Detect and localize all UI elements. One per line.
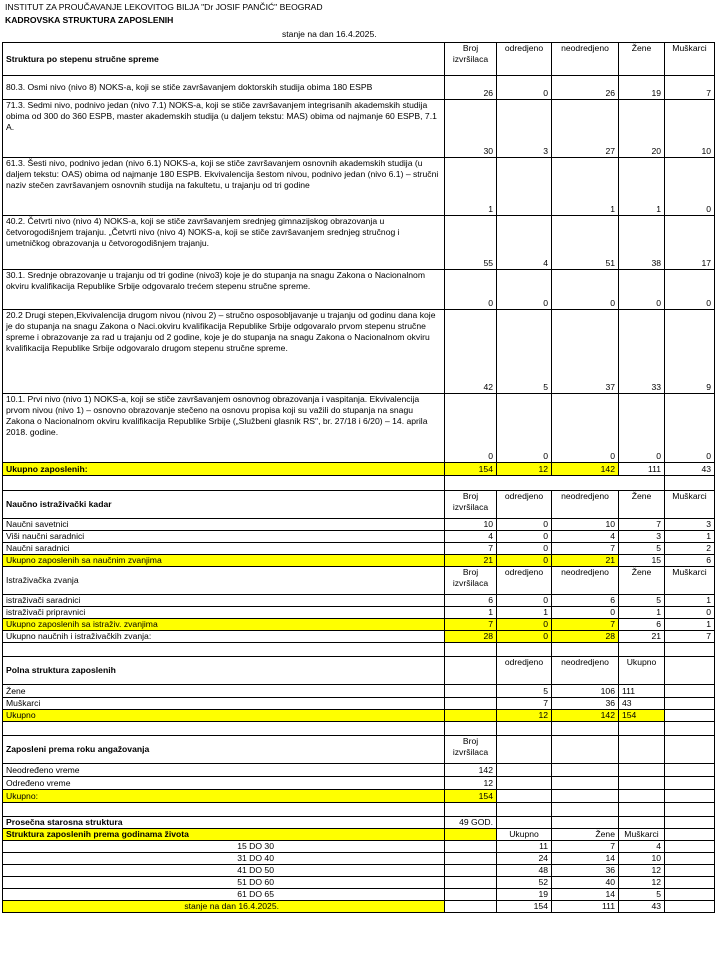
section6-header	[3, 829, 715, 841]
cell: 12	[619, 865, 665, 877]
row-label: 20.2 Drugi stepen,Ekvivalencija drugom nivou (nivou 2) – stručno osposobljavanje u trajanju od godinu dana koje je do stupanja na snagu Zakona o Naci.okviru kvalifikacija Republike Srbije odgovaralo prvom stepenu stručne spreme i obrazovanje za rad u trajanju od 2 godine, koje je do stupanja na snagu Zakona o Nacionalnom okviru kvalifikacija Republike Srbije odgovaralo drugom stepenu stručne spreme.	[3, 310, 445, 394]
cell: 1	[552, 158, 619, 216]
table-row	[3, 889, 715, 901]
report-date: stanje na dan 16.4.2025.	[282, 29, 377, 39]
cell: 3	[619, 531, 665, 543]
avg-age-row	[3, 817, 715, 829]
table-row	[3, 531, 715, 543]
section1-header	[3, 43, 715, 76]
cell: 7	[552, 841, 619, 853]
row-label: 40.2. Četvrti nivo (nivo 4) NOKS-a, koji se stiče završavanjem srednjeg gimnazijskog obrazovanja u četvorogodišnjem trajanju. „Četvrti nivo (nivo 4) NOKS-a, koji se stiče završavanjem srednjeg stručnog i umetničkog obrazovanja u četvorogodišnjem trajanju.	[3, 216, 445, 270]
cell: 30	[445, 100, 497, 158]
total-label: Ukupno:	[3, 790, 445, 803]
cell: 7	[665, 631, 715, 643]
cell: 10	[445, 519, 497, 531]
row-label: Muškarci	[3, 698, 445, 710]
col-header: Broj izvršilaca	[445, 567, 497, 595]
cell	[497, 158, 552, 216]
cell: 7	[497, 698, 552, 710]
cell: 7	[552, 619, 619, 631]
cell: 0	[497, 270, 552, 310]
total-row	[3, 555, 715, 567]
total-label: Ukupno zaposlenih sa istraživ. zvanjima	[3, 619, 445, 631]
cell: 154	[445, 790, 497, 803]
cell: 154	[445, 463, 497, 476]
cell: 5	[619, 543, 665, 555]
cell: 7	[445, 543, 497, 555]
cell: 10	[552, 519, 619, 531]
cell: 55	[445, 216, 497, 270]
table-row	[3, 698, 715, 710]
table-row	[3, 853, 715, 865]
cell: 0	[497, 519, 552, 531]
section6-title: Struktura zaposlenih prema godinama života	[3, 829, 445, 841]
section5-header	[3, 736, 715, 764]
row-label: Neodređeno vreme	[3, 764, 445, 777]
cell: 0	[665, 394, 715, 463]
row-label: 30.1. Srednje obrazovanje u trajanju od tri godine (nivo3) koje je do stupanja na snagu Zakona o Nacionalnom okviru kvalifikacija Republike Srbije odgovaralo trećem stepenu stručne spreme.	[3, 270, 445, 310]
cell: 1	[619, 158, 665, 216]
cell: 1	[619, 607, 665, 619]
cell: 142	[445, 764, 497, 777]
cell: 12	[497, 463, 552, 476]
cell: 19	[497, 889, 552, 901]
cell: 6	[445, 595, 497, 607]
cell: 6	[552, 595, 619, 607]
section3-header	[3, 567, 715, 595]
cell: 12	[497, 710, 552, 722]
cell: 15	[619, 555, 665, 567]
cell: 33	[619, 310, 665, 394]
row-label: Određeno vreme	[3, 777, 445, 790]
cell: 1	[665, 619, 715, 631]
col-header: Žene	[619, 491, 665, 519]
row-label: Naučni savetnici	[3, 519, 445, 531]
cell: 43	[665, 463, 715, 476]
cell: 28	[552, 631, 619, 643]
col-header: neodredjeno	[552, 567, 619, 595]
table-row	[3, 270, 715, 310]
cell: 12	[445, 777, 497, 790]
cell: 21	[552, 555, 619, 567]
cell: 28	[445, 631, 497, 643]
cell: 0	[497, 76, 552, 100]
table-row	[3, 543, 715, 555]
cell: 24	[497, 853, 552, 865]
institution-title: INSTITUT ZA PROUČAVANJE LEKOVITOG BILJA "Dr JOSIF PANČIĆ" BEOGRAD	[5, 2, 323, 12]
col-header: Žene	[552, 829, 619, 841]
cell: 7	[619, 519, 665, 531]
grand-total-label: Ukupno naučnih i istraživačkih zvanja:	[3, 631, 445, 643]
col-header: neodredjeno	[552, 43, 619, 76]
row-label: 51 DO 60	[3, 877, 445, 889]
cell: 36	[552, 865, 619, 877]
cell: 4	[619, 841, 665, 853]
avg-age-label: Prosečna starosna struktura	[3, 817, 445, 829]
cell: 7	[445, 619, 497, 631]
col-header: neodredjeno	[552, 657, 619, 685]
section4-title: Polna struktura zaposlenih	[3, 657, 445, 685]
row-label: 31 DO 40	[3, 853, 445, 865]
cell: 14	[552, 853, 619, 865]
cell: 0	[497, 595, 552, 607]
table-row	[3, 877, 715, 889]
avg-age-value: 49 GOD.	[445, 817, 497, 829]
cell: 37	[552, 310, 619, 394]
cell: 1	[665, 531, 715, 543]
table-row	[3, 841, 715, 853]
cell: 7	[665, 76, 715, 100]
row-label: 61.3. Šesti nivo, podnivo jedan (nivo 6.1) NOKS-a, koji se stiče završavanjem osnovnih akademskih studija (u daljem tekstu: OAS) obima od najmanje 180 ESPB. Ekvivalencija šestom nivou, podnivo jedan (nivo 6.1) – stručni naziv stečen završavanjem osnovnih studija na fakultetu, u trajanju od tri godine	[3, 158, 445, 216]
section2-title: Naučno istraživački kadar	[3, 491, 445, 519]
col-header: Žene	[619, 567, 665, 595]
cell: 21	[619, 631, 665, 643]
col-header: Broj izvršilaca	[445, 491, 497, 519]
spacer-row	[3, 722, 715, 736]
cell: 43	[619, 698, 665, 710]
row-label: Žene	[3, 685, 445, 698]
cell: 154	[619, 710, 665, 722]
col-header: Žene	[619, 43, 665, 76]
cell: 17	[665, 216, 715, 270]
cell: 5	[619, 889, 665, 901]
table-row	[3, 100, 715, 158]
cell: 10	[665, 100, 715, 158]
table-row	[3, 595, 715, 607]
table-row	[3, 777, 715, 790]
table-row	[3, 76, 715, 100]
cell: 111	[619, 463, 665, 476]
total-row	[3, 901, 715, 913]
cell: 4	[445, 531, 497, 543]
row-label: 71.3. Sedmi nivo, podnivo jedan (nivo 7.1) NOKS-a, koji se stiče završavanjem integrisanih akademskih studija obima od 300 do 360 ESPB, master akademskih studija (u daljem tekstu: MAS) obima od najmanje 60 ESPB, 7.1 A.	[3, 100, 445, 158]
cell: 1	[445, 607, 497, 619]
cell: 48	[497, 865, 552, 877]
cell: 0	[665, 607, 715, 619]
table-row	[3, 607, 715, 619]
cell: 4	[552, 531, 619, 543]
cell: 40	[552, 877, 619, 889]
cell: 0	[552, 607, 619, 619]
col-header: odredjeno	[497, 567, 552, 595]
col-header: Broj izvršilaca	[445, 43, 497, 76]
cell: 19	[619, 76, 665, 100]
row-label: istraživači saradnici	[3, 595, 445, 607]
cell: 5	[497, 310, 552, 394]
spacer-row	[3, 803, 715, 817]
row-label: 41 DO 50	[3, 865, 445, 877]
section2-header	[3, 491, 715, 519]
cell: 1	[497, 607, 552, 619]
cell: 6	[619, 619, 665, 631]
cell: 36	[552, 698, 619, 710]
cell: 38	[619, 216, 665, 270]
cell: 0	[497, 555, 552, 567]
col-header: Ukupno	[619, 657, 665, 685]
cell: 52	[497, 877, 552, 889]
cell: 20	[619, 100, 665, 158]
cell: 142	[552, 710, 619, 722]
cell: 10	[619, 853, 665, 865]
cell: 9	[665, 310, 715, 394]
cell: 111	[619, 685, 665, 698]
cell: 142	[552, 463, 619, 476]
cell: 0	[497, 543, 552, 555]
cell: 42	[445, 310, 497, 394]
cell: 0	[665, 158, 715, 216]
table-row	[3, 310, 715, 394]
col-header: Muškarci	[665, 43, 715, 76]
col-header: Muškarci	[665, 567, 715, 595]
table-row	[3, 519, 715, 531]
cell: 12	[619, 877, 665, 889]
row-label: Naučni saradnici	[3, 543, 445, 555]
cell: 21	[445, 555, 497, 567]
cell: 0	[552, 394, 619, 463]
col-header: odredjeno	[497, 491, 552, 519]
cell: 0	[619, 394, 665, 463]
cell: 4	[497, 216, 552, 270]
cell: 5	[497, 685, 552, 698]
grand-total-row	[3, 631, 715, 643]
section4-header	[3, 657, 715, 685]
total-row	[3, 790, 715, 803]
total-row	[3, 710, 715, 722]
cell: 0	[552, 270, 619, 310]
table-row	[3, 158, 715, 216]
cell: 1	[445, 158, 497, 216]
spacer-row	[3, 476, 715, 491]
col-header: Muškarci	[665, 491, 715, 519]
cell: 0	[497, 394, 552, 463]
col-header: Ukupno	[497, 829, 552, 841]
col-header: neodredjeno	[552, 491, 619, 519]
cell: 154	[497, 901, 552, 913]
cell: 14	[552, 889, 619, 901]
total-label: Ukupno	[3, 710, 445, 722]
col-header: odredjeno	[497, 43, 552, 76]
cell: 0	[497, 631, 552, 643]
cell: 111	[552, 901, 619, 913]
section3-title: Istraživačka zvanja	[3, 567, 445, 595]
section1-title: Struktura po stepenu stručne spreme	[3, 43, 445, 76]
row-label: 15 DO 30	[3, 841, 445, 853]
cell: 26	[445, 76, 497, 100]
cell: 26	[552, 76, 619, 100]
cell: 43	[619, 901, 665, 913]
cell: 0	[497, 531, 552, 543]
row-label: istraživači pripravnici	[3, 607, 445, 619]
total-row	[3, 619, 715, 631]
total-label: stanje na dan 16.4.2025.	[3, 901, 445, 913]
cell: 1	[665, 595, 715, 607]
row-label: 80.3. Osmi nivo (nivo 8) NOKS-a, koji se stiče završavanjem doktorskih studija obima 180 ESPB	[3, 76, 445, 100]
staff-structure-table	[2, 42, 715, 913]
cell: 6	[665, 555, 715, 567]
cell: 0	[497, 619, 552, 631]
cell: 0	[445, 394, 497, 463]
table-row	[3, 685, 715, 698]
col-header: odredjeno	[497, 657, 552, 685]
total-row	[3, 463, 715, 476]
row-label: 10.1. Prvi nivo (nivo 1) NOKS-a, koji se stiče završavanjem osnovnog obrazovanja i vaspitanja. Ekvivalencija prvom nivou (nivo 1) – osnovno obrazovanje stečeno na osnovu propisa koji su važili do stupanja na snagu Zakona o Nacionalnom okviru kvalifikacija Republike Srbije („Službeni glasnik RS", br. 27/18 i 6/20) – 14. aprila 2018. godine.	[3, 394, 445, 463]
cell: 0	[619, 270, 665, 310]
total-label: Ukupno zaposlenih sa naučnim zvanjima	[3, 555, 445, 567]
cell: 7	[552, 543, 619, 555]
document-title: KADROVSKA STRUKTURA ZAPOSLENIH	[5, 15, 174, 25]
table-row	[3, 394, 715, 463]
cell: 3	[665, 519, 715, 531]
table-row	[3, 865, 715, 877]
cell: 0	[445, 270, 497, 310]
table-row	[3, 764, 715, 777]
spacer-row	[3, 643, 715, 657]
row-label: Viši naučni saradnici	[3, 531, 445, 543]
section5-title: Zaposleni prema roku angažovanja	[3, 736, 445, 764]
cell: 5	[619, 595, 665, 607]
col-header: Muškarci	[619, 829, 665, 841]
cell: 51	[552, 216, 619, 270]
cell: 2	[665, 543, 715, 555]
cell: 27	[552, 100, 619, 158]
total-label: Ukupno zaposlenih:	[3, 463, 445, 476]
table-row	[3, 216, 715, 270]
cell: 106	[552, 685, 619, 698]
row-label: 61 DO 65	[3, 889, 445, 901]
cell: 11	[497, 841, 552, 853]
cell: 0	[665, 270, 715, 310]
cell: 3	[497, 100, 552, 158]
col-header: Broj izvršilaca	[445, 736, 497, 764]
